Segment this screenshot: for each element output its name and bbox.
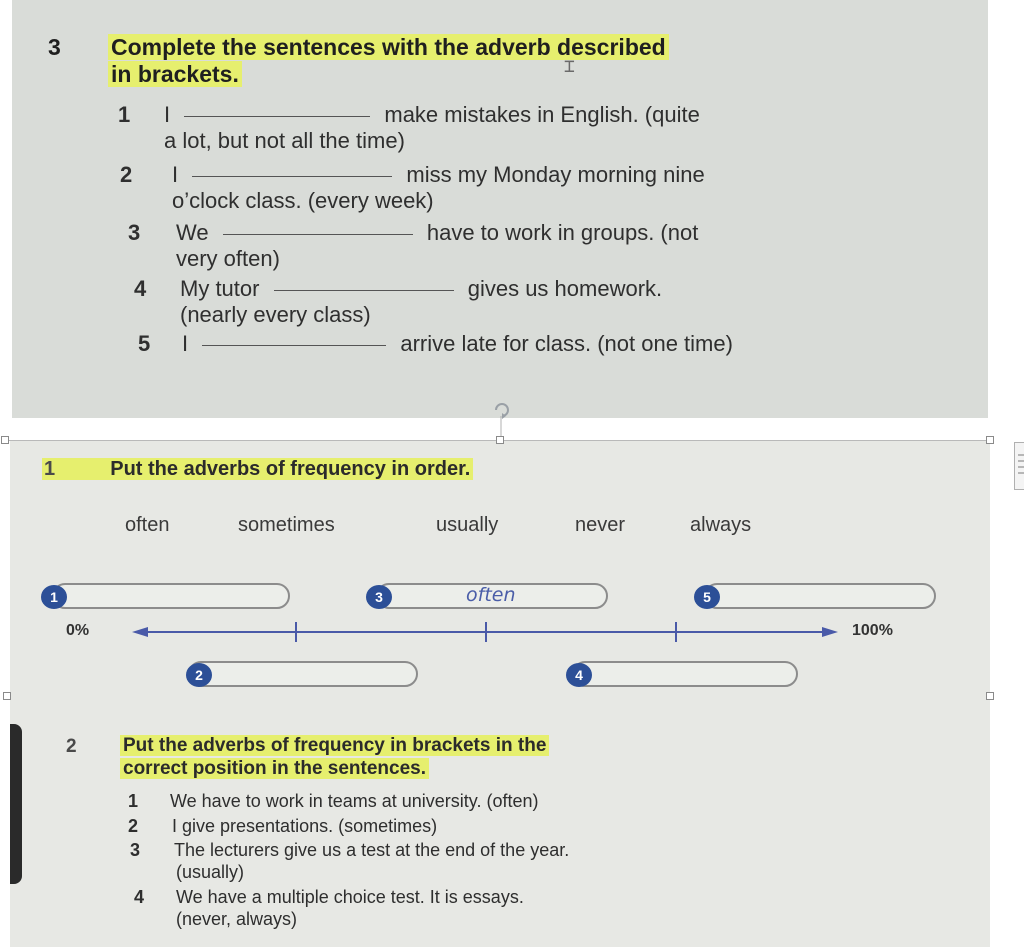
- exercise-1-title: [42, 456, 473, 482]
- item-number: 3: [128, 220, 141, 245]
- exercise-3-panel: [12, 0, 988, 418]
- item-number: 2: [128, 816, 139, 836]
- answer-blank[interactable]: [192, 175, 392, 177]
- item-number: 4: [134, 276, 147, 301]
- item-number: 3: [130, 840, 141, 860]
- answer-slot-5[interactable]: [704, 583, 936, 609]
- item-subject: My tutor: [180, 276, 260, 301]
- scale-left-label: 0%: [66, 622, 90, 639]
- item-text-cont: very often): [176, 246, 280, 271]
- answer-slot-4[interactable]: [572, 661, 798, 687]
- item-subject: We: [176, 220, 209, 245]
- item-text: gives us homework.: [467, 276, 663, 301]
- item-number: 1: [128, 791, 139, 811]
- item-text-cont: o’clock class. (every week): [172, 188, 434, 213]
- word-bank-item: always: [690, 514, 752, 536]
- resize-handle-n[interactable]: [496, 436, 504, 444]
- title-line-1: Complete the sentences with the adverb described: [108, 34, 669, 60]
- title-line-2: in brackets.: [108, 61, 242, 87]
- sentence-item: We have a multiple choice test. It is essays.: [176, 887, 524, 907]
- item-number: 4: [134, 887, 145, 907]
- sentence-item: [172, 162, 912, 214]
- answer-blank[interactable]: [223, 233, 413, 235]
- sentence-item: We have to work in teams at university. (often): [170, 791, 539, 811]
- slot-number-badge: 3: [366, 585, 392, 609]
- exercise-number: 1: [44, 458, 56, 480]
- title-text: Put the adverbs of frequency in order.: [110, 458, 471, 480]
- sentence-item: I give presentations. (sometimes): [172, 816, 438, 836]
- item-subject: I: [172, 162, 179, 187]
- layout-options-button[interactable]: [1014, 442, 1024, 490]
- slot-number-badge: 1: [41, 585, 67, 609]
- handwritten-answer: often: [466, 584, 516, 606]
- answer-blank[interactable]: [184, 115, 370, 117]
- resize-handle-e[interactable]: [986, 692, 994, 700]
- item-text: miss my Monday morning nine: [406, 162, 705, 187]
- item-subject: I: [164, 102, 171, 127]
- text-cursor-icon: ⌶: [564, 56, 575, 77]
- answer-blank[interactable]: [274, 289, 454, 291]
- exercise-1-2-panel[interactable]: [10, 440, 990, 947]
- sentence-item: [164, 102, 904, 154]
- sentence-item: [182, 331, 922, 357]
- title-line-1: Put the adverbs of frequency in brackets in the: [120, 735, 549, 756]
- title-line-2: correct position in the sentences.: [120, 758, 429, 779]
- item-text: make mistakes in English. (quite: [384, 102, 700, 127]
- answer-slot-3[interactable]: [376, 583, 608, 609]
- word-bank-item: never: [575, 514, 626, 536]
- answer-slot-2[interactable]: [188, 661, 418, 687]
- exercise-number: 2: [66, 736, 77, 757]
- word-bank-item: sometimes: [238, 514, 335, 536]
- sentence-item: [176, 220, 916, 272]
- item-text-cont: (nearly every class): [180, 302, 371, 327]
- sentence-item-cont: (usually): [176, 862, 245, 882]
- item-subject: I: [182, 331, 189, 356]
- item-number: 2: [120, 162, 133, 187]
- slot-number-badge: 2: [186, 663, 212, 687]
- sentence-item: The lecturers give us a test at the end of the year.: [174, 840, 570, 860]
- sentence-item: [180, 276, 920, 328]
- exercise-title: [108, 34, 938, 88]
- answer-slot-1[interactable]: [52, 583, 290, 609]
- scale-right-label: 100%: [852, 622, 893, 639]
- sentence-item-cont: (never, always): [176, 909, 298, 929]
- slot-number-badge: 5: [694, 585, 720, 609]
- item-number: 5: [138, 331, 151, 356]
- exercise-2-title: [120, 734, 840, 780]
- resize-handle-ne[interactable]: [986, 436, 994, 444]
- resize-handle-w[interactable]: [3, 692, 11, 700]
- frequency-scale-line: [130, 620, 840, 644]
- answer-blank[interactable]: [202, 344, 386, 346]
- item-text: arrive late for class. (not one time): [400, 331, 733, 356]
- photo-edge-shadow: [10, 724, 22, 884]
- exercise-number: 3: [48, 34, 61, 60]
- rotate-handle-icon[interactable]: [490, 396, 514, 440]
- item-text: have to work in groups. (not: [426, 220, 699, 245]
- slot-number-badge: 4: [566, 663, 592, 687]
- item-number: 1: [118, 102, 131, 127]
- item-text-cont: a lot, but not all the time): [164, 128, 405, 153]
- layout-options-icon: [1015, 443, 1024, 491]
- word-bank-item: usually: [436, 514, 499, 536]
- word-bank-item: often: [125, 514, 170, 536]
- resize-handle-nw[interactable]: [1, 436, 9, 444]
